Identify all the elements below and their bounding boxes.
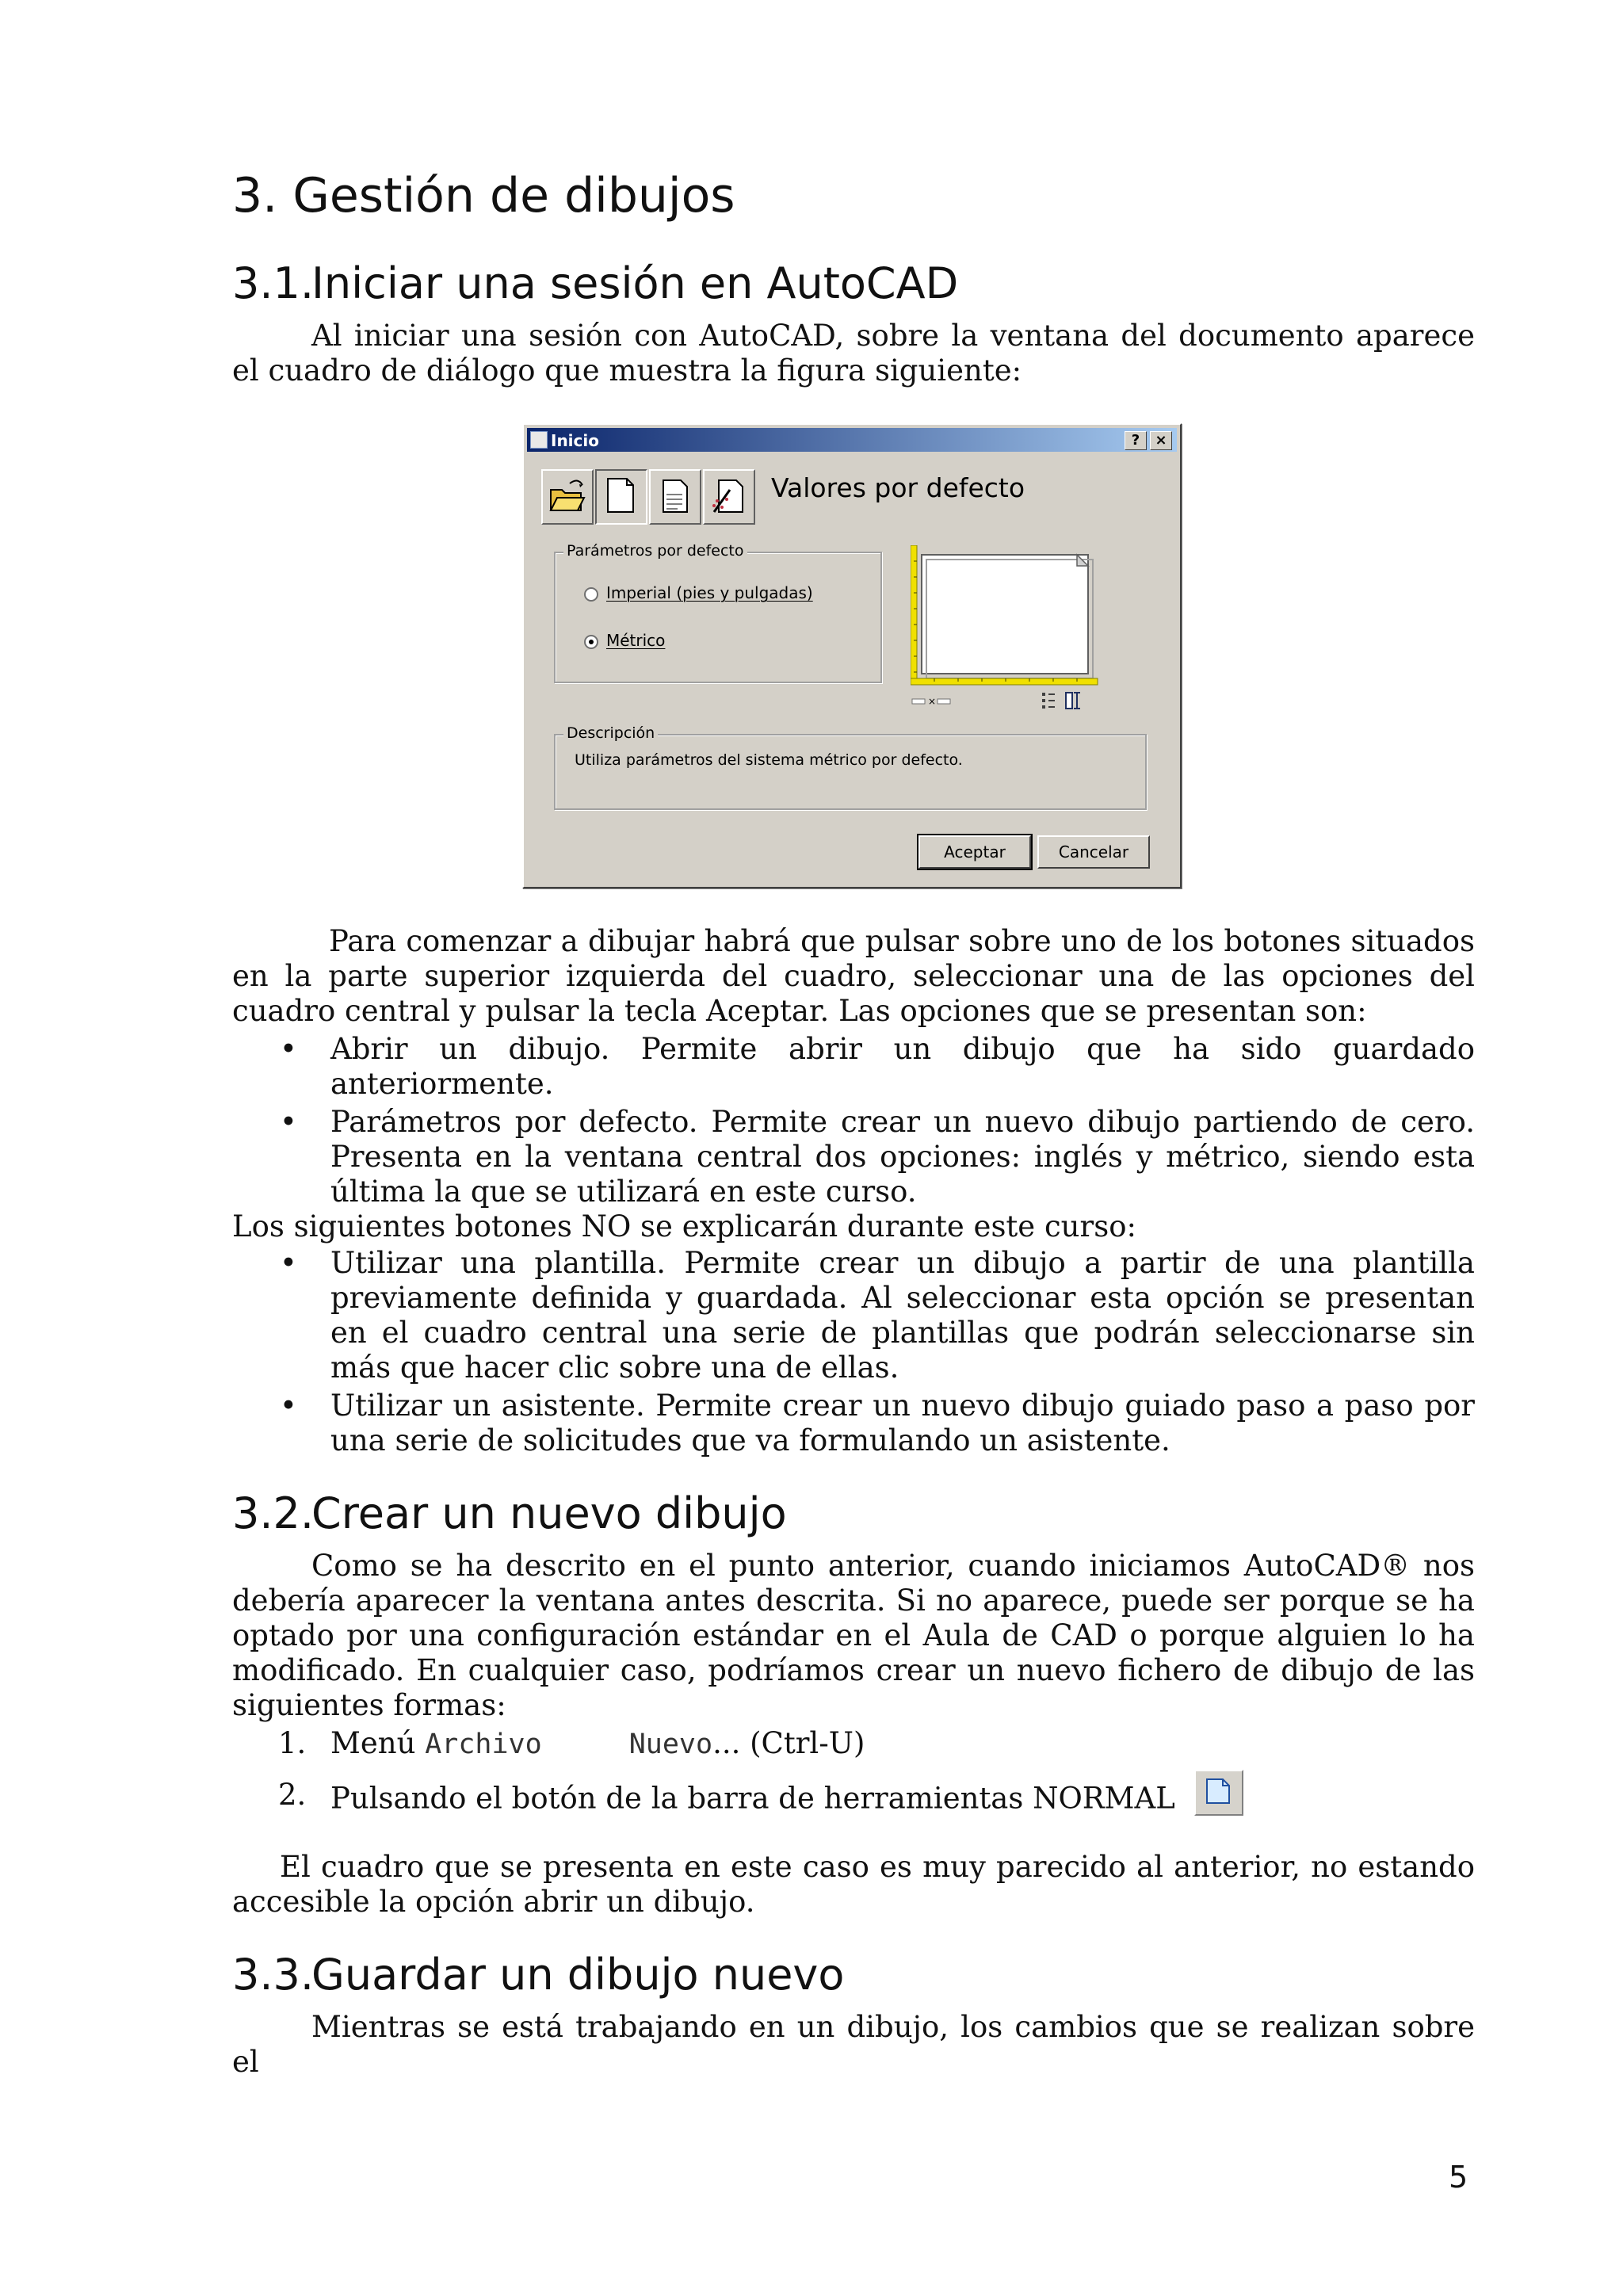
- heading-number: 3.2.: [232, 1488, 315, 1538]
- dialog-heading: Valores por defecto: [771, 472, 1025, 503]
- list-item-text: Abrir un dibujo. Permite abrir un dibujo que ha sido guardado anteriormente.: [330, 1032, 1475, 1101]
- section-title: 3. Gestión de dibujos: [232, 168, 735, 223]
- dialog-title: Inicio: [551, 431, 599, 450]
- radio-imperial[interactable]: [584, 583, 813, 602]
- list-item: [232, 1246, 1475, 1385]
- menu-nuevo: Nuevo: [628, 1729, 713, 1760]
- heading-number: 3.1.: [232, 258, 315, 308]
- settings-group-label: Parámetros por defecto: [563, 542, 747, 560]
- menu-prefix: Menú: [330, 1726, 426, 1760]
- app-icon: [530, 431, 548, 449]
- radio-metric[interactable]: [584, 631, 665, 650]
- toolbar-instruction: Pulsando el botón de la barra de herramientas NORMAL: [330, 1781, 1175, 1816]
- heading-3-1: [232, 258, 958, 308]
- list-item: [232, 1726, 1475, 1762]
- paragraph-intro: Al iniciar una sesión con AutoCAD, sobre la ventana del documento aparece el cuadro de diálogo que muestra la figura siguiente:: [232, 319, 1475, 388]
- list-item-text: Utilizar una plantilla. Permite crear un dibujo a partir de una plantilla previamente definida y guardada. Al seleccionar esta opción se presentan en el cuadro central una serie de plantillas que podrán seleccionarse sin más que hacer clic sobre una de ellas.: [330, 1246, 1475, 1385]
- list-item: [232, 1778, 1475, 1824]
- help-button[interactable]: ?: [1125, 431, 1147, 450]
- accept-button[interactable]: Aceptar: [918, 835, 1031, 869]
- paragraph-instructions: Para comenzar a dibujar habrá que pulsar sobre uno de los botones situados en la parte superior izquierda del cuadro, seleccionar una de las opciones del cuadro central y pulsar la tecla Aceptar. Las opciones que se presentan son:: [232, 924, 1475, 1028]
- paragraph-save: Mientras se está trabajando en un dibujo, los cambios que se realizan sobre el: [232, 2010, 1475, 2079]
- bullet: •: [280, 1389, 297, 1423]
- menu-shortcut: ... (Ctrl-U): [712, 1726, 865, 1760]
- paragraph-not-explained: Los siguientes botones NO se explicarán durante este curso:: [232, 1209, 1136, 1244]
- startup-dialog-figure: [522, 423, 1182, 888]
- bullet: •: [280, 1032, 297, 1066]
- open-folder-icon: [548, 476, 586, 515]
- template-icon: [655, 476, 693, 515]
- options-list: [232, 1032, 1475, 1209]
- new-sheet-icon: [601, 476, 640, 515]
- sheet-preview-icon: [911, 545, 1117, 716]
- list-item-text: Parámetros por defecto. Permite crear un nuevo dibujo partiendo de cero. Presenta en la ventana central dos opciones: inglés y métrico, siendo esta última la que se utilizará en este curso.: [330, 1105, 1475, 1209]
- svg-text:×: ×: [928, 696, 937, 707]
- create-methods-list: [232, 1726, 1475, 1824]
- item-number: 1.: [278, 1726, 307, 1760]
- default-settings-button[interactable]: [595, 469, 647, 525]
- open-drawing-button[interactable]: [541, 469, 594, 525]
- list-item: [232, 1105, 1475, 1209]
- heading-number: 3.3.: [232, 1950, 315, 2000]
- description-label: Descripción: [563, 724, 658, 742]
- list-item: [232, 1389, 1475, 1458]
- list-item-text: Utilizar un asistente. Permite crear un nuevo dibujo guiado paso a paso por una serie de solicitudes que va formulando un asistente.: [330, 1389, 1475, 1457]
- use-template-button[interactable]: [649, 469, 701, 525]
- bullet: •: [280, 1246, 297, 1280]
- heading-text: Iniciar una sesión en AutoCAD: [311, 258, 959, 308]
- item-number: 2.: [278, 1778, 307, 1812]
- heading-3-2: [232, 1488, 787, 1538]
- paragraph-closing: El cuadro que se presenta en este caso es muy parecido al anterior, no estando accesible la opción abrir un dibujo.: [232, 1850, 1475, 1919]
- paragraph-create: Como se ha descrito en el punto anterior, cuando iniciamos AutoCAD® nos debería aparecer la ventana antes descrita. Si no aparece, puede ser porque se ha optado por una configuración estándar en el Aula de CAD o porque alguien lo ha modificado. En cualquier caso, podríamos crear un nuevo fichero de dibujo de las siguientes formas:: [232, 1549, 1475, 1722]
- close-button[interactable]: ×: [1150, 431, 1172, 450]
- description-text: Utiliza parámetros del sistema métrico por defecto.: [575, 751, 963, 769]
- page-number: 5: [1449, 2160, 1468, 2195]
- new-drawing-icon: [1194, 1770, 1243, 1816]
- cancel-button[interactable]: Cancelar: [1037, 835, 1150, 869]
- heading-3-3: [232, 1950, 844, 2000]
- dialog-titlebar: [527, 428, 1177, 452]
- menu-archivo: Archivo: [425, 1729, 542, 1760]
- radio-label-metric: Métrico: [606, 631, 666, 650]
- bullet: •: [280, 1105, 297, 1139]
- description-group: [554, 724, 1147, 810]
- radio-circle-metric[interactable]: [584, 635, 598, 649]
- heading-text: Crear un nuevo dibujo: [311, 1488, 787, 1538]
- not-explained-list: [232, 1246, 1475, 1458]
- wizard-icon: [709, 476, 747, 515]
- list-item: [232, 1032, 1475, 1102]
- new-document-icon: [1196, 1771, 1239, 1811]
- heading-text: Guardar un dibujo nuevo: [311, 1950, 845, 2000]
- settings-group: [554, 542, 882, 683]
- radio-label-imperial: Imperial (pies y pulgadas): [606, 583, 813, 602]
- use-wizard-button[interactable]: [703, 469, 755, 525]
- radio-circle-imperial[interactable]: [584, 587, 598, 602]
